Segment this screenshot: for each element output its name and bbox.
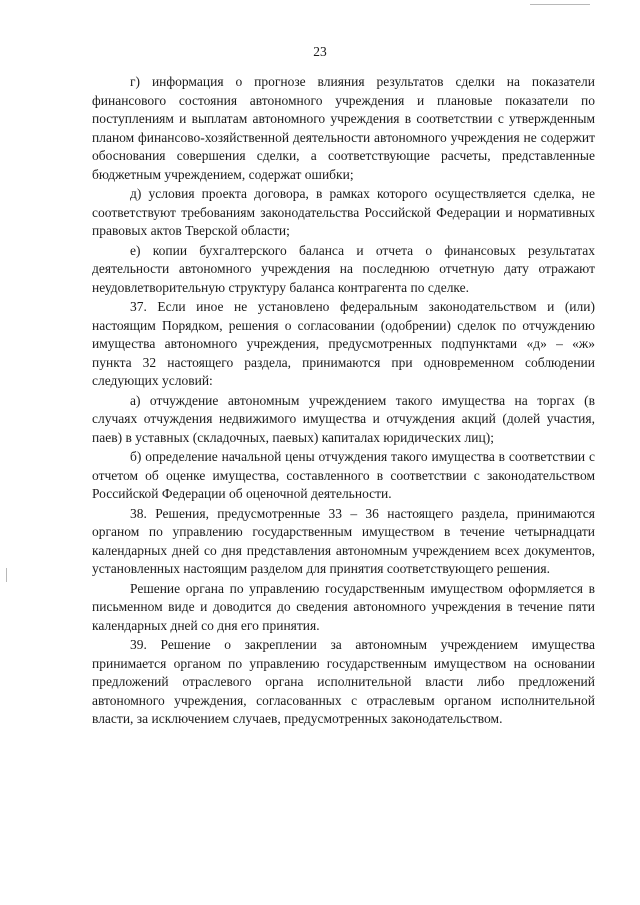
paragraph-subitem-g: г) информация о прогнозе влияния результатов сделки на показатели финансового состояния автономного учреждения и плановые показатели по поступлениям и выплатам автономного учреждения в соответствии с утвержденным планом финансово-хозяйственной деятельности автономного учреждения не содержит обоснования совершения сделки, а соответствующие расчеты, представленные бюджетным учреждением, содержат ошибки;: [92, 74, 595, 182]
paragraph-item-38-decision: Решение органа по управлению государственным имуществом оформляется в письменном виде и доводится до сведения автономного учреждения в течение пяти календарных дней со дня его принятия.: [92, 580, 595, 633]
page-number: 23: [313, 44, 327, 59]
paragraph-subitem-d: д) условия проекта договора, в рамках которого осуществляется сделка, не соответствуют требованиям законодательства Российской Федерации и нормативных правовых актов Тверской области;: [92, 186, 595, 238]
paragraph-subitem-b: б) определение начальной цены отчуждения такого имущества в соответствии с отчетом об оценке имущества, составленного в соответствии с законодательством Российской Федерации об оценочной деятельности.: [92, 449, 595, 501]
paragraph-subitem-e: е) копии бухгалтерского баланса и отчета о финансовых результатах деятельности автономного учреждения на последнюю отчетную дату отражают неудовлетворительную структуру баланса контрагента по сделке.: [92, 242, 595, 295]
scan-mark-left: [6, 568, 7, 582]
paragraph-item-37: 37. Если иное не установлено федеральным законодательством и (или) настоящим Порядком, решения о согласовании (одобрении) сделок по отчуждению имущества автономного учреждения, предусмотренных подпунктами «д» – «ж» пункта 32 настоящего раздела, принимаются при одновременном соблюдении следующих условий:: [92, 299, 595, 388]
paragraph-item-38: 38. Решения, предусмотренные 33 – 36 настоящего раздела, принимаются органом по управлению государственным имуществом в течение четырнадцати календарных дней со дня представления автономным учреждением всех документов, установленных настоящим разделом для принятия соответствующего решения.: [92, 505, 595, 576]
scan-mark-top-right: [530, 4, 590, 5]
paragraph-item-39: 39. Решение о закреплении за автономным учреждением имущества принимается органом по управлению государственным имуществом на основании предложений отраслевого органа исполнительной власти либо предложений автономного учреждения, согласованных с отраслевым органом исполнительной власти, за исключением случаев, предусмотренных законодательством.: [92, 637, 595, 726]
paragraph-subitem-a: а) отчуждение автономным учреждением такого имущества на торгах (в случаях отчуждения недвижимого имущества и отчуждения акций (долей участия, паев) в уставных (складочных, паевых) капиталах юридических лиц);: [92, 392, 595, 445]
document-body: [92, 73, 595, 729]
